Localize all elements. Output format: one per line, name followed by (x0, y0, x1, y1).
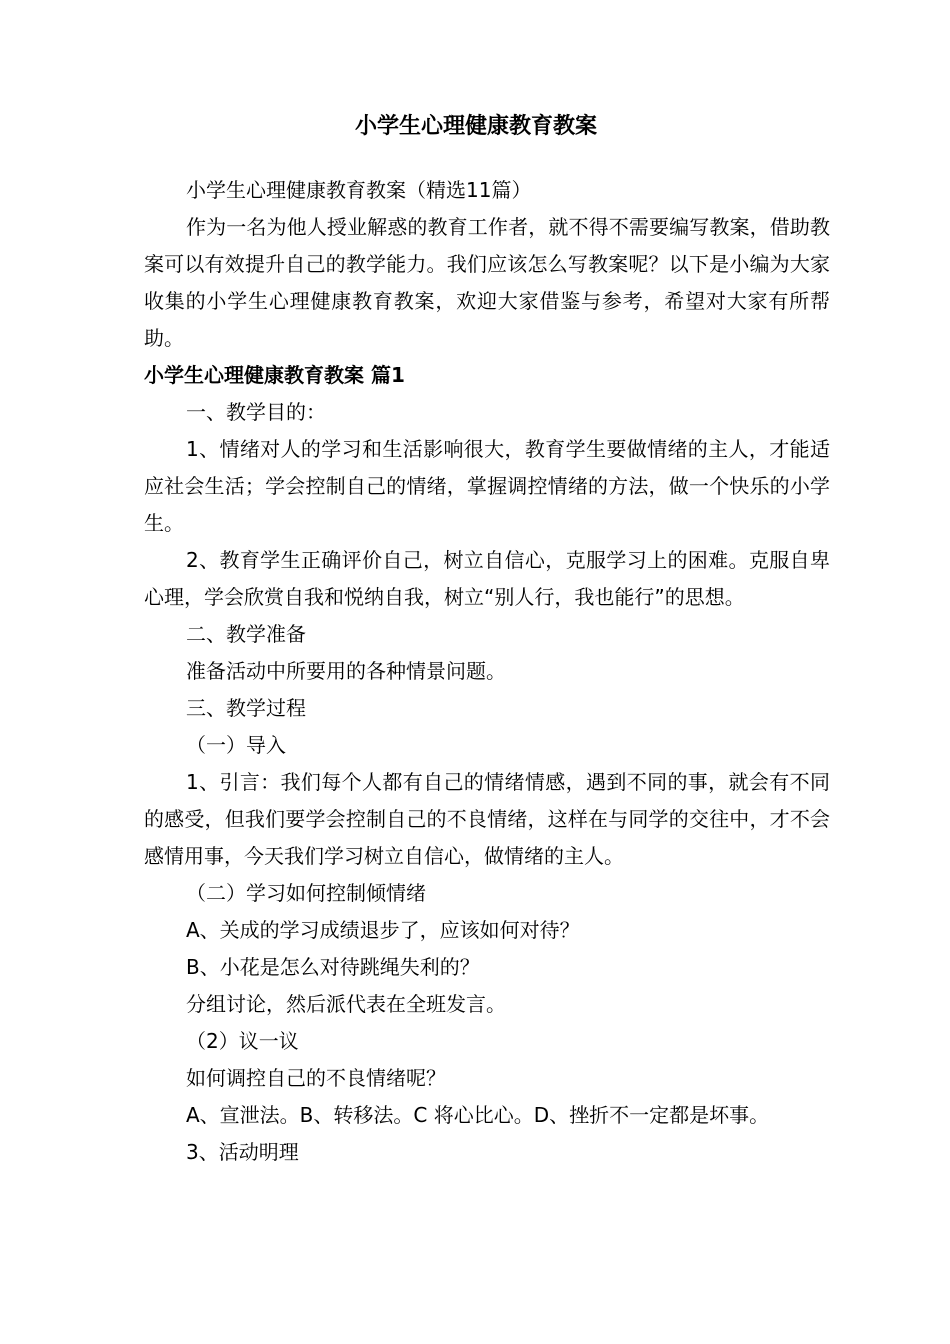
paragraph-preparation: 准备活动中所要用的各种情景问题。 (186, 659, 506, 683)
paragraph-opening-remarks: 1、引言：我们每个人都有自己的情绪情感，遇到不同的事，就会有不同的感受，但我们要学会控制自己的不良情绪，这样在与同学的交往中，才不会感情用事，今天我们学习树立自信心，做情绪的主人。 (144, 770, 830, 868)
document-body (144, 172, 830, 1171)
document-title: 小学生心理健康教育教案 (354, 114, 597, 139)
paragraph-how-to-regulate: 如何调控自己的不良情绪呢？ (186, 1066, 446, 1090)
paragraph-preparation-heading: 二、教学准备 (186, 622, 306, 646)
intro-paragraph: 作为一名为他人授业解惑的教育工作者，就不得不需要编写教案，借助教案可以有效提升自己的教学能力。我们应该怎么写教案呢？以下是小编为大家收集的小学生心理健康教育教案，欢迎大家借鉴与参考，希望对大家有所帮助。 (144, 215, 830, 350)
paragraph-teaching-goal: 一、教学目的： (186, 400, 326, 424)
paragraph-question-a: A、关成的学习成绩退步了，应该如何对待？ (186, 918, 580, 942)
paragraph-goal-1: 1、情绪对人的学习和生活影响很大，教育学生要做情绪的主人，才能适应社会生活；学会控制自己的情绪，掌握调控情绪的方法，做一个快乐的小学生。 (144, 437, 830, 535)
paragraph-goal-2: 2、教育学生正确评价自己，树立自信心，克服学习上的困难。克服自卑心理，学会欣赏自我和悦纳自我，树立“别人行，我也能行”的思想。 (144, 548, 830, 609)
paragraph-methods: A、宣泄法。B、转移法。C 将心比心。D、挫折不一定都是坏事。 (186, 1103, 770, 1127)
subtitle-paragraph: 小学生心理健康教育教案（精选11篇） (186, 178, 532, 202)
section-heading: 小学生心理健康教育教案 篇1 (144, 363, 405, 387)
paragraph-control-emotions: （二）学习如何控制倾情绪 (186, 881, 426, 905)
paragraph-question-b: B、小花是怎么对待跳绳失利的？ (186, 955, 480, 979)
paragraph-process-heading: 三、教学过程 (186, 696, 306, 720)
paragraph-intro-step: （一）导入 (186, 733, 286, 757)
paragraph-group-discussion: 分组讨论，然后派代表在全班发言。 (186, 992, 506, 1016)
paragraph-discuss: （2）议一议 (186, 1029, 299, 1053)
paragraph-activity: 3、活动明理 (186, 1140, 299, 1164)
